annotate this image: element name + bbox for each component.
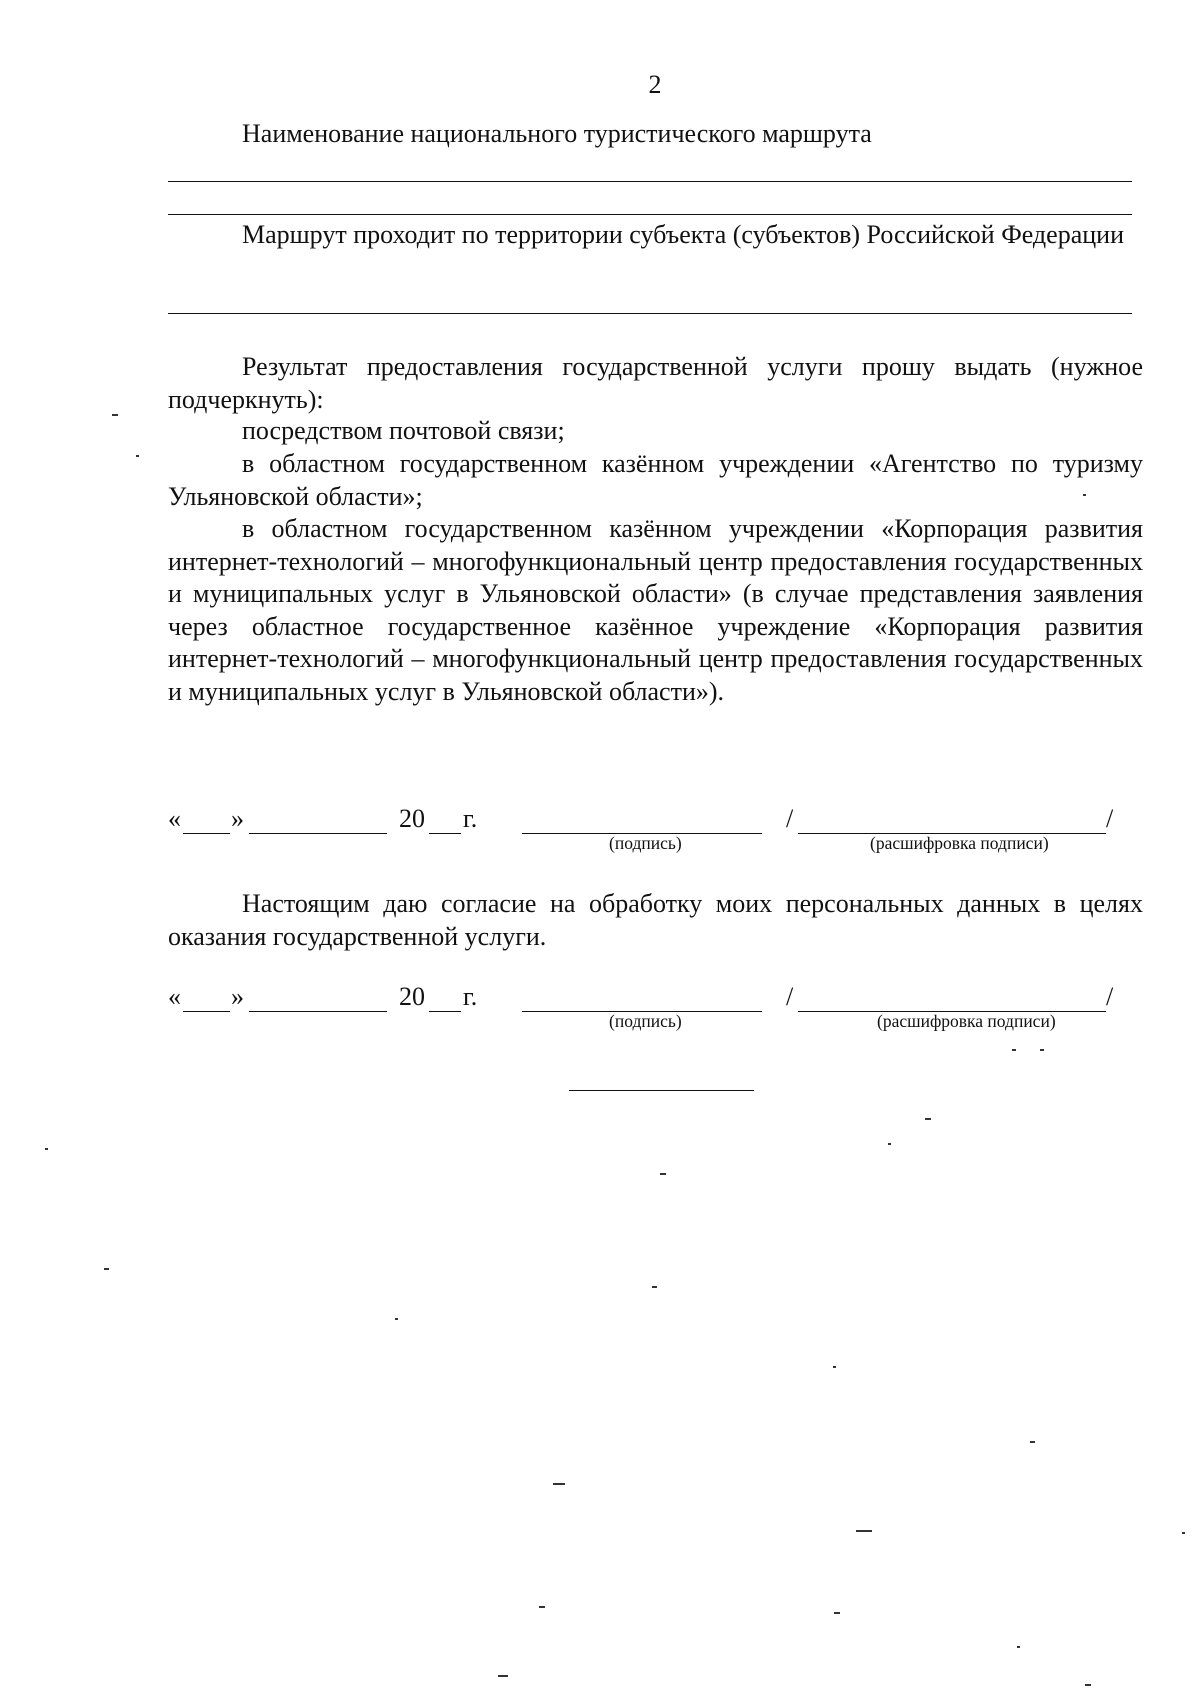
year-blank bbox=[429, 1011, 461, 1012]
route-name-label: Наименование национального туристического маршрута bbox=[242, 119, 872, 148]
route-name-line-1 bbox=[168, 181, 1132, 182]
year-suffix: г. bbox=[463, 804, 478, 833]
year-prefix: 20 bbox=[399, 982, 425, 1011]
route-name-line-2 bbox=[168, 214, 1132, 215]
decoding-caption: (расшифровка подписи) bbox=[870, 833, 1049, 853]
year-suffix: г. bbox=[463, 982, 478, 1011]
open-quote: « bbox=[168, 982, 181, 1011]
slash-open: / bbox=[786, 804, 794, 833]
month-blank bbox=[249, 833, 387, 834]
result-request-text: Результат предоставления государственной услуги прошу выдать (нужное подчеркнуть): bbox=[168, 352, 1143, 414]
slash-close: / bbox=[1106, 804, 1114, 833]
signature-caption: (подпись) bbox=[609, 833, 682, 853]
delivery-option-mfc: в областном государственном казённом учреждении «Корпорация развития интернет-технологий – многофункциональный центр предоставления государственных и муниципальных услуг в Ульяновской области» (в случае представления заявления через областное государственное казённое учреждение «Корпорация развития интернет-технологий – многофункциональный центр предоставления государственных и муниципальных услуг в Ульяновской области»). bbox=[168, 514, 1143, 706]
close-quote: » bbox=[231, 804, 244, 833]
signature-row-1 bbox=[168, 804, 1143, 853]
decoding-caption: (расшифровка подписи) bbox=[877, 1011, 1056, 1031]
route-territory-line bbox=[168, 313, 1132, 314]
page-number: 2 bbox=[648, 70, 662, 99]
year-blank bbox=[429, 833, 461, 834]
open-quote: « bbox=[168, 804, 181, 833]
day-blank bbox=[183, 1011, 230, 1012]
year-prefix: 20 bbox=[399, 804, 425, 833]
delivery-option-agency: в областном государственном казённом учреждении «Агентство по туризму Ульяновской области»; bbox=[168, 449, 1143, 511]
delivery-option-post: посредством почтовой связи; bbox=[242, 416, 565, 445]
close-quote: » bbox=[231, 982, 244, 1011]
closing-divider bbox=[569, 1090, 754, 1091]
slash-close: / bbox=[1106, 982, 1114, 1011]
route-territory-label: Маршрут проходит по территории субъекта (субъектов) Российской Федерации bbox=[242, 220, 1124, 249]
month-blank bbox=[249, 1011, 387, 1012]
consent-text: Настоящим даю согласие на обработку моих персональных данных в целях оказания государственной услуги. bbox=[168, 889, 1143, 951]
slash-open: / bbox=[786, 982, 794, 1011]
day-blank bbox=[183, 833, 230, 834]
signature-caption: (подпись) bbox=[609, 1011, 682, 1031]
signature-row-2 bbox=[168, 982, 1143, 1031]
